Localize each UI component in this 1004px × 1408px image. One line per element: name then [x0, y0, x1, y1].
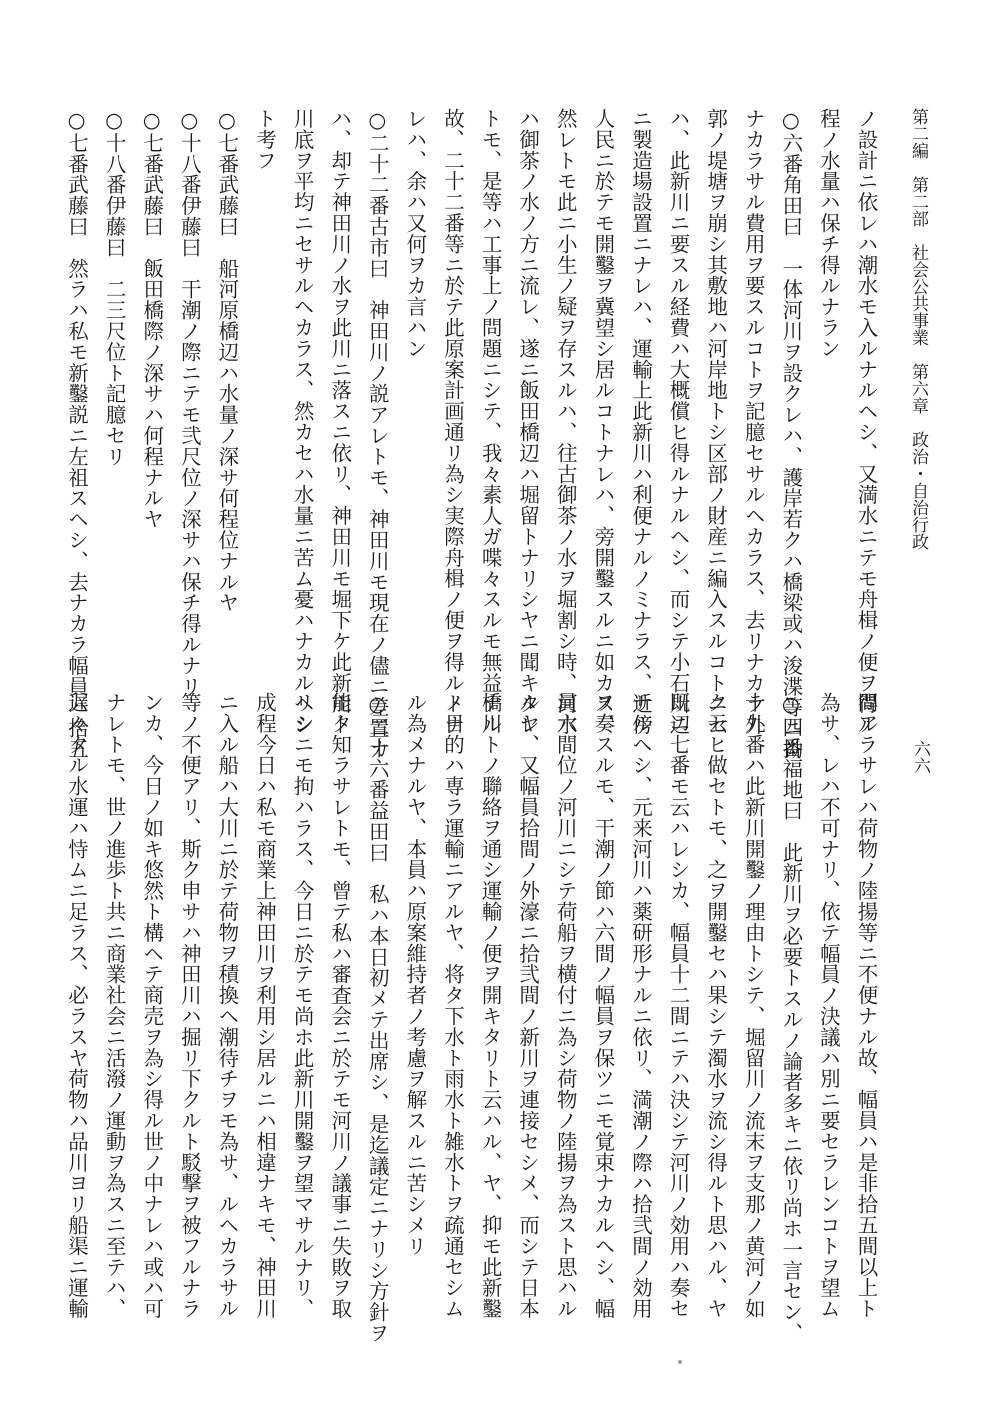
text-column: 能ク知ラサレトモ、曾テ私ハ審査会ニ於テモ河川ノ議事ニ失敗ヲ取	[327, 692, 352, 1319]
text-column: ○二十二番古市曰 神田川ノ説アレトモ、神田川モ現在ノ儘ニ差置カ	[365, 108, 390, 760]
text-column: ○七番武藤曰 飯田橋際ノ深サハ何程ナルヤ	[139, 108, 164, 530]
text-column: 員六間位ノ河川ニシテ荷船ヲ横付ニ為シ荷物ノ陸揚ヲ為スト思ハル	[553, 692, 578, 1319]
text-column: ニ入ル船ハ大川ニ於テ荷物ヲ積換ヘ潮待チヲモ為サ、ルヘカラサル	[214, 692, 239, 1319]
text-column: 程ノ水量ハ保チ得ルナラン	[816, 108, 841, 359]
text-column: トモ、是等ハ工事上ノ問題ニシテ、我々素人ガ喋々スルモ無益ナル	[478, 108, 503, 735]
text-column: ヲ奏スルモ、干潮ノ節ハ六間ノ幅員ヲ保ツニモ覚束ナカルヘシ、幅	[590, 692, 615, 1319]
text-column: 成程今日ハ私モ商業上神田川ヲ利用シ居ルニハ相違ナキモ、神田川	[252, 692, 277, 1319]
text-column: ○六番角田曰 一体河川ヲ設クレハ、護岸若クハ橋梁或ハ浚渫等ニ拗	[778, 108, 803, 760]
text-column: ハ、却テ神田川ノ水ヲ此川ニ落スニ依リ、神田川モ堀下ケ此新川ト	[327, 108, 352, 735]
text-column: 然レトモ此ニ小生ノ疑ヲ存スルハ、往古御茶ノ水ヲ堀割シ時、河水	[553, 108, 578, 735]
text-column: 遅々タル水運ハ恃ムニ足ラス、必ラスヤ荷物ハ品川ヨリ船渠ニ運輸	[64, 692, 89, 1319]
text-column: 既ニ七番モ云ハレシカ、幅員十二間ニテハ決シテ河川ノ効用ハ奏セ	[666, 692, 691, 1319]
text-column: 間アラサレハ荷物ノ陸揚等ニ不便ナル故、幅員ハ是非拾五間以上ト	[854, 692, 878, 1319]
text-column: ○十八番伊藤曰 二三尺位ト記臆セリ	[102, 108, 127, 467]
text-column: ンカ、今日ノ如キ悠然ト構ヘテ商売ヲ為シ得ル世ノ中ナレハ或ハ可	[139, 692, 164, 1319]
text-column: ク云ヒ做セトモ、之ヲ開鑿セハ果シテ濁水ヲ流シ得ルト思ハル、ヤ	[703, 692, 728, 1319]
text-column: サルヘシ、元来河川ハ薬研形ナルニ依リ、満潮ノ際ハ拾弐間ノ効用	[628, 692, 653, 1319]
text-column: 川底ヲ平均ニセサルヘカラス、然カセハ水量ニ苦ム憂ハナカルヘシ	[290, 108, 315, 735]
text-column: 十九番ハ此新川開鑿ノ理由トシテ、堀留川ノ流末ヲ支那ノ黄河ノ如	[741, 692, 766, 1319]
text-column: 橋川トノ聯絡ヲ通シ運輸ノ便ヲ開キタリト云ハル、ヤ、抑モ此新鑿	[478, 692, 503, 1319]
running-head: 第二編 第二部 社会公共事業 第六章 政治・自治行政	[908, 108, 928, 550]
text-column: リシニモ拘ハラス、今日ニ於テモ尚ホ此新川開鑿ヲ望マサルナリ、	[290, 692, 315, 1319]
text-column: 等ノ不便アリ、斯ク申サハ神田川ハ掘リ下クルト駁撃ヲ被フルナラ	[177, 692, 202, 1319]
text-column: ○七番武藤曰 然ラハ私モ新鑿説ニ左祖スヘシ、去ナカラ幅員ハ拾五	[64, 108, 89, 760]
text-column: 郭ノ堤塘ヲ崩シ其敷地ハ河岸地トシ区部ノ財産ニ編入スルコトニセ	[703, 108, 728, 735]
text-column: ノ目的ハ専ラ運輸ニアルヤ、将タ下水ト雨水ト雑水トヲ疏通セシム	[440, 692, 465, 1319]
text-column: ル為メナルヤ、本員ハ原案維持者ノ考慮ヲ解スルニ苦シメリ	[402, 692, 427, 1257]
text-column: ○十八番伊藤曰 干潮ノ際ニテモ弐尺位ノ深サハ保チ得ルナリ	[177, 108, 202, 697]
text-column: ノ設計ニ依レハ潮水モ入ルナルヘシ、又満水ニテモ舟楫ノ便ヲ得ル	[854, 108, 878, 735]
text-column: ナカラサル費用ヲ要スルコトヲ記臆セサルヘカラス、去リナカラ外	[741, 108, 766, 735]
text-column: ○七番武藤曰 船河原橋辺ハ水量ノ深サ何程位ナルヤ	[214, 108, 239, 614]
lower-text-block	[64, 692, 884, 1344]
text-column: 人民ニ於テモ開鑿ヲ冀望シ居ルコトナレハ、旁開鑿スルニ如カス、	[590, 108, 615, 735]
text-column: ○四番福地曰 此新川ヲ必要トスルノ論者多キニ依リ尚ホ一言セン、	[778, 692, 803, 1344]
text-column: ハ、此新川ニ要スル経費ハ大概償ヒ得ルナルヘシ、而シテ小石川辺	[666, 108, 691, 735]
text-column: ルヤ、又幅員拾間ノ外濠ニ拾弐間ノ新川ヲ連接セシメ、而シテ日本	[515, 692, 540, 1319]
scan-speck	[678, 1360, 682, 1364]
text-column: 故、二十二番等ニ於テ此原案計画通リ為シ実際舟楫ノ便ヲ得ルトナ	[440, 108, 465, 735]
text-column: ト考フ	[252, 108, 277, 171]
text-column: 為サ、レハ不可ナリ、依テ幅員ノ決議ハ別ニ要セラレンコトヲ望ム	[816, 692, 841, 1319]
text-column: ニ製造場設置ニナレハ、運輸上此新川ハ利便ナルノミナラス、近傍	[628, 108, 653, 735]
page-number: 六六	[910, 740, 930, 774]
text-column: レハ、余ハ又何ヲカ言ハン	[402, 108, 427, 359]
upper-text-block	[64, 108, 884, 760]
text-column: ○二十六番益田曰 私ハ本日初メテ出席シ、是迄議定ニナリシ方針ヲ	[365, 692, 390, 1344]
text-column: ナレトモ、世ノ進歩ト共ニ商業社会ニ活潑ノ運動ヲ為スニ至テハ、	[102, 692, 127, 1319]
text-column: ハ御茶ノ水ノ方ニ流レ、遂ニ飯田橋辺ハ堀留トナリシヤニ聞キタレ	[515, 108, 540, 735]
